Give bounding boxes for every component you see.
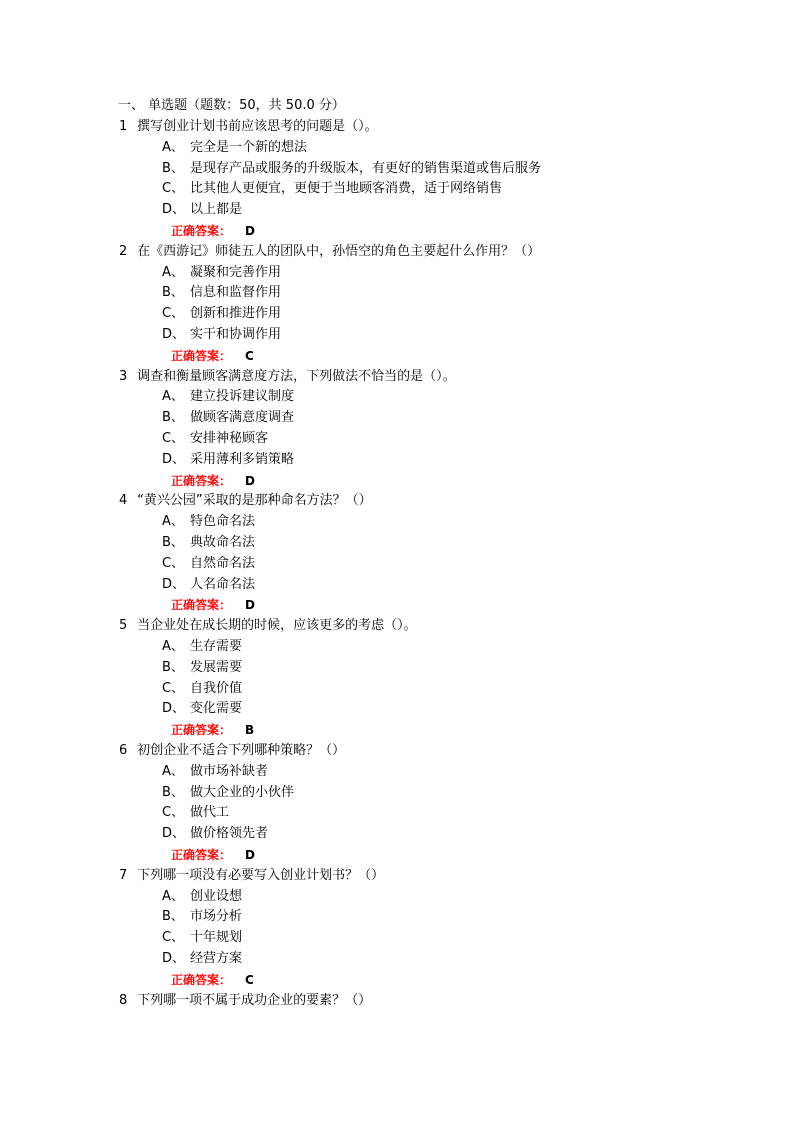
option-letter: C、 xyxy=(162,805,185,821)
option-text: 实干和协调作用 xyxy=(190,326,282,342)
option-text: 是现存产品或服务的升级版本，有更好的销售渠道或售后服务 xyxy=(190,160,542,176)
question-text: 调查和衡量顾客满意度方法，下列做法不恰当的是（）。 xyxy=(137,368,456,384)
correct-answer xyxy=(119,845,779,866)
option-a xyxy=(119,762,779,783)
option-letter: A、 xyxy=(162,264,184,280)
correct-answer-label: 正确答案： xyxy=(171,348,232,363)
option-letter: C、 xyxy=(162,555,185,571)
option-d xyxy=(119,699,779,720)
option-letter: C、 xyxy=(162,430,185,446)
option-text: 做代工 xyxy=(190,805,230,821)
option-d xyxy=(119,949,779,970)
option-letter: B、 xyxy=(162,160,184,176)
option-d xyxy=(119,200,779,221)
option-c xyxy=(119,554,779,575)
question-number: 8 xyxy=(119,992,128,1008)
question-stem xyxy=(119,491,779,512)
option-text: 人名命名法 xyxy=(190,576,256,592)
option-d xyxy=(119,325,779,346)
option-text: 十年规划 xyxy=(190,930,243,946)
correct-answer xyxy=(119,595,779,616)
option-text: 变化需要 xyxy=(190,701,243,717)
option-c xyxy=(119,803,779,824)
option-a xyxy=(119,887,779,908)
correct-answer-value: C xyxy=(245,348,254,363)
correct-answer xyxy=(119,221,779,242)
option-letter: D、 xyxy=(162,326,186,342)
option-c xyxy=(119,429,779,450)
question-number: 3 xyxy=(119,368,128,384)
option-d xyxy=(119,450,779,471)
correct-answer-label: 正确答案： xyxy=(171,723,232,738)
correct-answer xyxy=(119,346,779,367)
option-letter: A、 xyxy=(162,763,184,779)
option-letter: B、 xyxy=(162,410,184,426)
option-b xyxy=(119,783,779,804)
question-stem xyxy=(119,866,779,887)
option-letter: D、 xyxy=(162,826,186,842)
option-text: 做顾客满意度调查 xyxy=(190,410,295,426)
option-text: 凝聚和完善作用 xyxy=(190,264,282,280)
option-letter: D、 xyxy=(162,950,186,966)
correct-answer-label: 正确答案： xyxy=(171,598,232,613)
question-number: 4 xyxy=(119,493,128,509)
correct-answer-value: D xyxy=(245,847,255,862)
question-text: 在《西游记》师徒五人的团队中，孙悟空的角色主要起什么作用？（） xyxy=(137,243,541,259)
question-7 xyxy=(119,866,779,991)
option-text: 市场分析 xyxy=(190,909,243,925)
option-a xyxy=(119,263,779,284)
question-text: “黄兴公园”采取的是那种命名方法？（） xyxy=(137,493,372,509)
question-8 xyxy=(119,991,779,1012)
correct-answer-label: 正确答案： xyxy=(171,473,232,488)
option-b xyxy=(119,408,779,429)
option-text: 经营方案 xyxy=(190,950,243,966)
option-letter: D、 xyxy=(162,202,186,218)
option-text: 自我价值 xyxy=(190,680,243,696)
option-b xyxy=(119,533,779,554)
question-text: 初创企业不适合下列哪种策略？（） xyxy=(137,743,346,758)
option-text: 典故命名法 xyxy=(190,534,256,550)
option-text: 安排神秘顾客 xyxy=(190,430,269,446)
option-letter: A、 xyxy=(162,514,184,530)
question-number: 1 xyxy=(119,119,128,134)
option-text: 完全是一个新的想法 xyxy=(190,139,308,155)
question-text: 下列哪一项不属于成功企业的要素？（） xyxy=(137,992,372,1008)
question-number: 7 xyxy=(119,867,128,883)
correct-answer xyxy=(119,970,779,991)
question-text: 当企业处在成长期的时候，应该更多的考虑（）。 xyxy=(137,618,417,634)
question-5 xyxy=(119,616,779,741)
option-c xyxy=(119,304,779,325)
question-number: 5 xyxy=(119,618,128,634)
option-b xyxy=(119,907,779,928)
correct-answer-value: D xyxy=(245,473,255,488)
correct-answer-label: 正确答案： xyxy=(171,847,232,862)
option-letter: C、 xyxy=(162,306,185,322)
option-a xyxy=(119,387,779,408)
option-text: 做价格领先者 xyxy=(190,826,269,842)
correct-answer-value: D xyxy=(245,223,255,238)
option-text: 做市场补缺者 xyxy=(190,763,269,779)
option-letter: A、 xyxy=(162,389,184,405)
option-text: 生存需要 xyxy=(190,638,243,654)
option-letter: A、 xyxy=(162,139,184,155)
question-stem xyxy=(119,242,779,263)
option-letter: B、 xyxy=(162,534,184,550)
question-number: 6 xyxy=(119,743,128,758)
option-text: 采用薄利多销策略 xyxy=(190,451,295,467)
option-text: 比其他人更便宜，更便于当地顾客消费，适于网络销售 xyxy=(190,181,503,197)
option-c xyxy=(119,928,779,949)
question-stem xyxy=(119,741,779,762)
correct-answer-value: B xyxy=(245,723,255,738)
option-text: 特色命名法 xyxy=(190,514,256,530)
option-text: 建立投诉建议制度 xyxy=(190,389,295,405)
option-b xyxy=(119,283,779,304)
option-text: 创新和推进作用 xyxy=(190,306,282,322)
correct-answer xyxy=(119,471,779,492)
question-stem xyxy=(119,117,779,138)
question-stem xyxy=(119,367,779,388)
option-letter: C、 xyxy=(162,930,185,946)
option-text: 以上都是 xyxy=(190,202,243,218)
question-1 xyxy=(119,117,779,242)
option-b xyxy=(119,658,779,679)
correct-answer-value: C xyxy=(245,972,254,987)
correct-answer-label: 正确答案： xyxy=(171,972,232,987)
option-a xyxy=(119,637,779,658)
option-letter: A、 xyxy=(162,638,184,654)
question-stem xyxy=(119,991,779,1012)
option-letter: B、 xyxy=(162,659,184,675)
option-letter: C、 xyxy=(162,680,185,696)
question-3 xyxy=(119,367,779,492)
option-letter: D、 xyxy=(162,451,186,467)
option-letter: C、 xyxy=(162,181,185,197)
question-4 xyxy=(119,491,779,616)
option-letter: B、 xyxy=(162,285,184,301)
option-letter: B、 xyxy=(162,784,184,800)
option-b xyxy=(119,159,779,180)
option-text: 创业设想 xyxy=(190,888,243,904)
option-text: 做大企业的小伙伴 xyxy=(190,784,295,800)
question-stem xyxy=(119,616,779,637)
correct-answer xyxy=(119,720,779,741)
section-header: 一、 单选题（题数：50，共 50.0 分） xyxy=(118,98,345,113)
option-letter: D、 xyxy=(162,701,186,717)
option-d xyxy=(119,575,779,596)
question-number: 2 xyxy=(119,243,128,259)
correct-answer-value: D xyxy=(245,598,255,613)
option-text: 信息和监督作用 xyxy=(190,285,282,301)
option-d xyxy=(119,824,779,845)
question-text: 撰写创业计划书前应该思考的问题是（）。 xyxy=(137,119,378,134)
question-6 xyxy=(119,741,779,866)
option-letter: D、 xyxy=(162,576,186,592)
correct-answer-label: 正确答案： xyxy=(171,223,232,238)
question-2 xyxy=(119,242,779,367)
option-letter: A、 xyxy=(162,888,184,904)
option-a xyxy=(119,512,779,533)
option-letter: B、 xyxy=(162,909,184,925)
option-c xyxy=(119,179,779,200)
option-text: 自然命名法 xyxy=(190,555,256,571)
option-text: 发展需要 xyxy=(190,659,243,675)
option-a xyxy=(119,138,779,159)
option-c xyxy=(119,679,779,700)
question-text: 下列哪一项没有必要写入创业计划书？（） xyxy=(137,867,385,883)
